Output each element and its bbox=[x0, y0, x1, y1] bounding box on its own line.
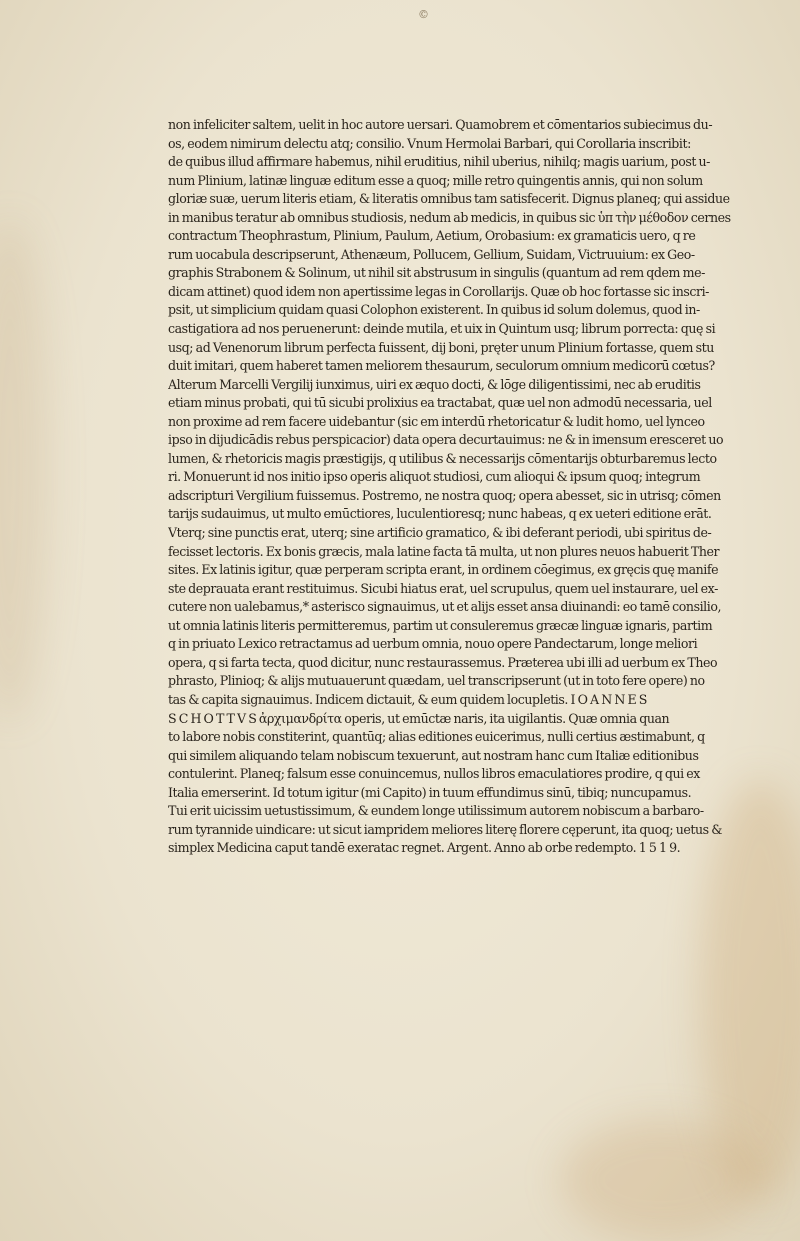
text-line: to labore nobis constiterint, quantūq; alias editiones euicerimus, nulli certius æstimabunt, q bbox=[168, 729, 705, 745]
text-line: etiam minus probati, qui tū sicubi prolixius ea tractabat, quæ uel non admodū necessaria, uel bbox=[168, 395, 712, 411]
text-line: ipso in dijudicādis rebus perspicacior) data opera decurtauimus: ne & in imensum eresceret uo bbox=[168, 432, 724, 448]
text-line: castigatiora ad nos peruenerunt: deinde mutila, et uix in Quintum usq; librum porrecta: quę si bbox=[168, 321, 716, 337]
water-stain bbox=[560, 1120, 760, 1240]
text-line: ste deprauata erant restituimus. Sicubi hiatus erat, uel scrupulus, quem uel instaurare, uel ex- bbox=[168, 580, 718, 596]
text-line: non infeliciter saltem, uelit in hoc autore uersari. Quamobrem et cōmentarios subiecimus du- bbox=[168, 117, 713, 132]
text-line: tarijs sudauimus, ut multo emūctiores, luculentioresq; nunc habeas, q ex ueteri editione erāt. bbox=[168, 506, 712, 522]
text-line: sites. Ex latinis igitur, quæ perperam scripta erant, in ordinem cōegimus, ex gręcis quę manife bbox=[168, 562, 719, 578]
text-line: rum uocabula descripserunt, Athenæum, Pollucem, Gellium, Suidam, Victruuium: ex Geo- bbox=[168, 246, 695, 262]
text-line: non proxime ad rem facere uidebantur (sic em interdū rhetoricatur & ludit homo, uel lynceo bbox=[168, 413, 705, 429]
text-line: phrasto, Plinioq; & alijs mutuauerunt quædam, uel transcripserunt (ut in toto fere opere) no bbox=[168, 673, 705, 689]
text-line: adscripturi Vergilium fuissemus. Postremo, ne nostra quoq; opera abesset, sic in utrisq; cōmen bbox=[168, 487, 721, 503]
text-line: S C H O T T V S ἀρχιμανδρίτα operis, ut emūctæ naris, ita uigilantis. Quæ omnia quan bbox=[168, 710, 670, 726]
text-line: Tui erit uicissim uetustissimum, & eundem longe utilissimum autorem nobiscum a barbaro- bbox=[168, 803, 704, 819]
text-line: ut omnia latinis literis permitteremus, partim ut consuleremus græcæ linguæ ignaris, partim bbox=[168, 617, 713, 633]
text-line: rum tyrannide uindicare: ut sicut iampridem meliores literę florere cęperunt, ita quoq; uetus & bbox=[168, 821, 723, 837]
text-line: opera, q si farta tecta, quod dicitur, nunc restaurassemus. Præterea ubi illi ad uerbum ex Theo bbox=[168, 654, 718, 670]
text-line: qui similem aliquando telam nobiscum texuerunt, aut nostram hanc cum Italiæ editionibus bbox=[168, 747, 699, 763]
text-line: cutere non ualebamus,* asterisco signauimus, ut et alijs esset ansa diuinandi: eo tamē consilio, bbox=[168, 599, 722, 615]
text-line: lumen, & rhetoricis magis præstigijs, q utilibus & necessarijs cōmentarijs obturbaremus lecto bbox=[168, 450, 717, 466]
top-mark: © bbox=[418, 8, 429, 21]
text-line: graphis Strabonem & Solinum, ut nihil sit abstrusum in singulis (quantum ad rem qdem me- bbox=[168, 265, 705, 281]
text-line: os, eodem nimirum delectu atq; consilio. Vnum Hermolai Barbari, qui Corollaria inscribit: bbox=[168, 135, 691, 151]
text-line: psit, ut simplicium quidam quasi Colophon existerent. In quibus id solum dolemus, quod in- bbox=[168, 302, 700, 318]
text-line: Italia emerserint. Id totum igitur (mi Capito) in tuum effundimus sinū, tibiq; nuncupamus. bbox=[168, 784, 692, 800]
text-line: usq; ad Venenorum librum perfecta fuissent, dij boni, pręter unum Plinium fortasse, quem stu bbox=[168, 339, 714, 355]
paper-discoloration bbox=[0, 220, 50, 720]
text-line: contulerint. Planeq; falsum esse conuincemus, nullos libros emaculatiores prodire, q qui ex bbox=[168, 766, 700, 782]
text-line: gloriæ suæ, uerum literis etiam, & literatis omnibus tam satisfecerit. Dignus planeq; qui assidue bbox=[168, 191, 730, 207]
text-line: Alterum Marcelli Vergilij iunximus, uiri ex æquo docti, & lōge diligentissimi, nec ab eruditis bbox=[168, 376, 701, 392]
text-line: tas & capita signauimus. Indicem dictauit, & eum quidem locupletis. I O A N N E S bbox=[168, 691, 647, 707]
text-line: de quibus illud affirmare habemus, nihil eruditius, nihil uberius, nihilq; magis uarium, post u- bbox=[168, 154, 710, 170]
text-line: in manibus teratur ab omnibus studiosis, nedum ab medicis, in quibus sic ὑπ τὴν μέθοδον cernes bbox=[168, 209, 731, 225]
body-text bbox=[168, 116, 768, 858]
text-line: fecisset lectoris. Ex bonis græcis, mala latine facta tā multa, ut non plures neuos habuerit Ther bbox=[168, 543, 720, 559]
text-line: num Plinium, latinæ linguæ editum esse a quoq; mille retro quingentis annis, qui non solum bbox=[168, 172, 703, 188]
text-line: contractum Theophrastum, Plinium, Paulum, Aetium, Orobasium: ex gramaticis uero, q re bbox=[168, 228, 696, 244]
text-line: simplex Medicina caput tandē exeratac regnet. Argent. Anno ab orbe redempto. 1 5 1 9. bbox=[168, 840, 681, 856]
text-line: ri. Monuerunt id nos initio ipso operis aliquot studiosi, cum alioqui & ipsum quoq; integrum bbox=[168, 469, 701, 485]
text-line: q in priuato Lexico retractamus ad uerbum omnia, nouo opere Pandectarum, longe meliori bbox=[168, 636, 698, 652]
text-line: Vterq; sine punctis erat, uterq; sine artificio gramatico, & ibi deferant periodi, ubi spiritus de- bbox=[168, 525, 712, 541]
text-line: dicam attinet) quod idem non apertissime legas in Corollarijs. Quæ ob hoc fortasse sic inscri- bbox=[168, 283, 709, 299]
text-line: duit imitari, quem haberet tamen meliorem thesaurum, seculorum omnium medicorū cœtus? bbox=[168, 358, 715, 374]
